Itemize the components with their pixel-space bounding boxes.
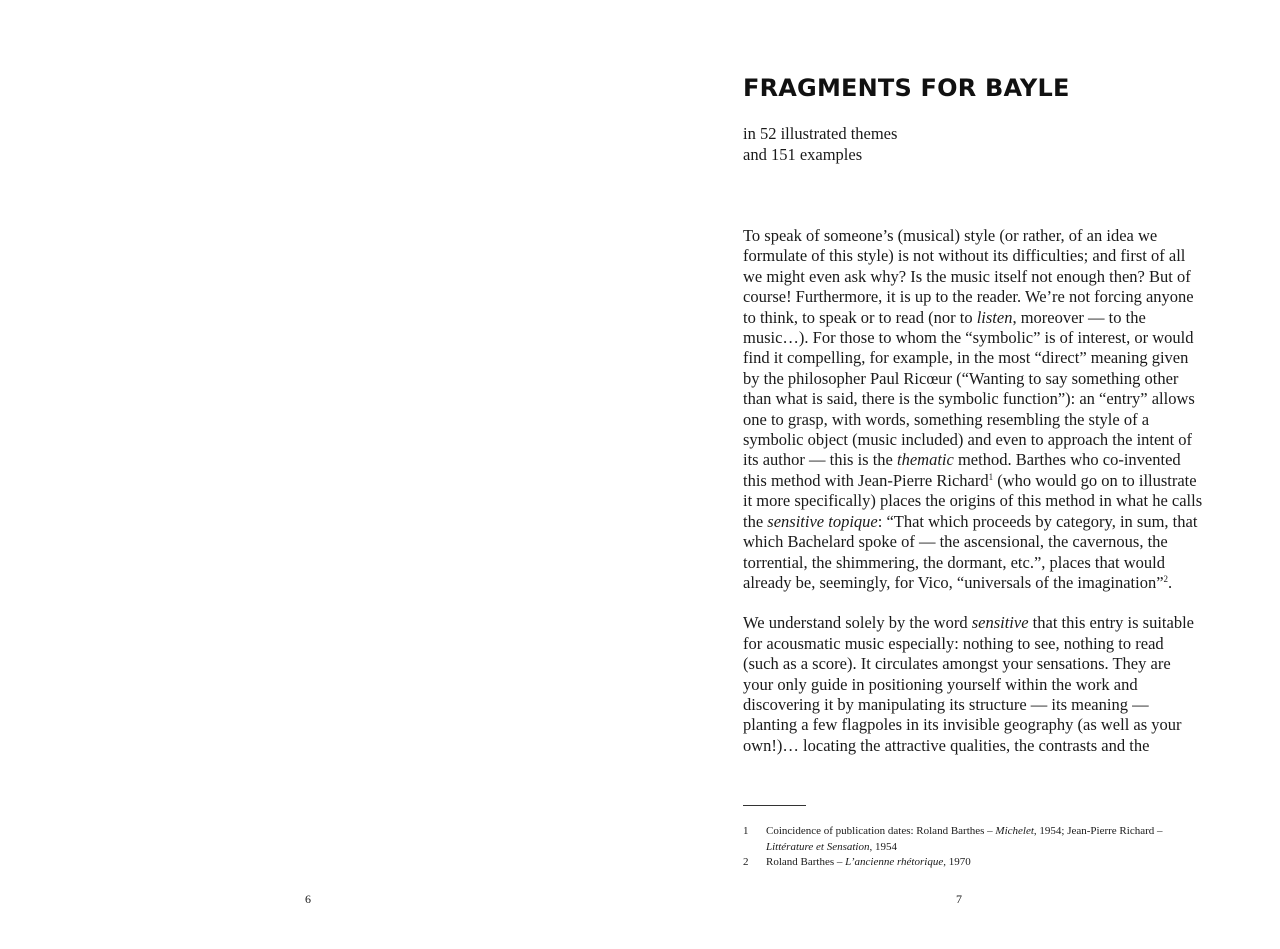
footnote-2-text-a: Roland Barthes – (766, 856, 846, 868)
footnote-text (766, 855, 1203, 871)
p2-text-2: that this entry is suitable for acousmatic music especially: nothing to see, nothing to read (such as a score). It circulates amongst your sensations. They are your only guide in positioning yourself within the work and discovering it by manipulating its structure — its meaning — planting a few flagpoles in its invisible geography (as well as your own!)… locating the attractive qualities, the contrasts and the (743, 613, 1194, 755)
footnote-1-text-e: , 1954 (869, 840, 897, 853)
footnote-divider (743, 805, 806, 806)
subtitle-line-2: and 151 examples (743, 144, 863, 164)
footnote-2-text-c: , 1970 (943, 856, 971, 868)
footnote-1 (743, 824, 1203, 855)
p1-emphasis-listen: listen (976, 307, 1013, 327)
footnote-1-title-michelet: Michelet (995, 825, 1034, 837)
paragraph-1 (743, 226, 1203, 593)
footnotes (743, 824, 1203, 871)
footnote-1-text-c: , 1954; Jean-Pierre Richard – (1033, 825, 1163, 837)
paragraph-2 (743, 613, 1203, 756)
p1-text-6: . (1168, 572, 1173, 592)
p2-emphasis-sensitive: sensitive (971, 613, 1029, 633)
page-number-left: 6 (305, 892, 311, 906)
p1-text-1: To speak of someone’s (musical) style (or rather, of an idea we formulate of this style) is not without its difficulties; and first of all we might even ask why? Is the music itself not enough then? But of course! Furthermore, it is up to the reader. We’re not forcing anyone to think, to speak or to read (nor to (743, 226, 1194, 327)
page-title: FRAGMENTS FOR BAYLE (743, 74, 1070, 102)
footnote-2 (743, 855, 1203, 871)
footnote-2-title-rhetorique: L’ancienne rhétorique (845, 856, 944, 868)
footnote-1-title-litterature: Littérature et Sensation (766, 840, 870, 853)
footnote-ref-1: 1 (988, 471, 994, 482)
right-page (640, 0, 1280, 949)
page-number-right: 7 (956, 892, 962, 906)
footnote-ref-2: 2 (1163, 573, 1169, 584)
p1-text-4: (who would go on to illustrate it more specifically) places the origins of this method in what he calls the (743, 470, 1203, 531)
p1-text-3: method. Barthes who co-invented this method with Jean-Pierre Richard (743, 450, 1181, 490)
p1-text-5: : “That which proceeds by category, in sum, that which Bachelard spoke of — the ascensional, the cavernous, the torrential, the shimmering, the dormant, etc.”, places that would already be, seemingly, for Vico, “universals of the imagination” (743, 511, 1198, 592)
subtitle-line-1: in 52 illustrated themes (743, 124, 898, 143)
body-text (743, 226, 1203, 756)
p1-emphasis-sensitive-topique: sensitive topique (767, 511, 878, 531)
subtitle (743, 124, 897, 165)
p1-text-2: , moreover — to the music…). For those to whom the “symbolic” is of interest, or would find it compelling, for example, in the most “direct” meaning given by the philosopher Paul Ricœur (“Wanting to say something other than what is said, there is the symbolic function”): an “entry” allows one to grasp, with words, something resembling the style of a symbolic object (music included) and even to approach the intent of its author — this is the (743, 307, 1195, 470)
footnote-number: 2 (743, 856, 749, 868)
footnote-number: 1 (743, 825, 749, 837)
footnote-1-text-a: Coincidence of publication dates: Roland Barthes – (766, 825, 996, 837)
p1-emphasis-thematic: thematic (897, 450, 954, 470)
p2-text-1: We understand solely by the word (743, 613, 972, 633)
footnote-text (766, 824, 1203, 855)
